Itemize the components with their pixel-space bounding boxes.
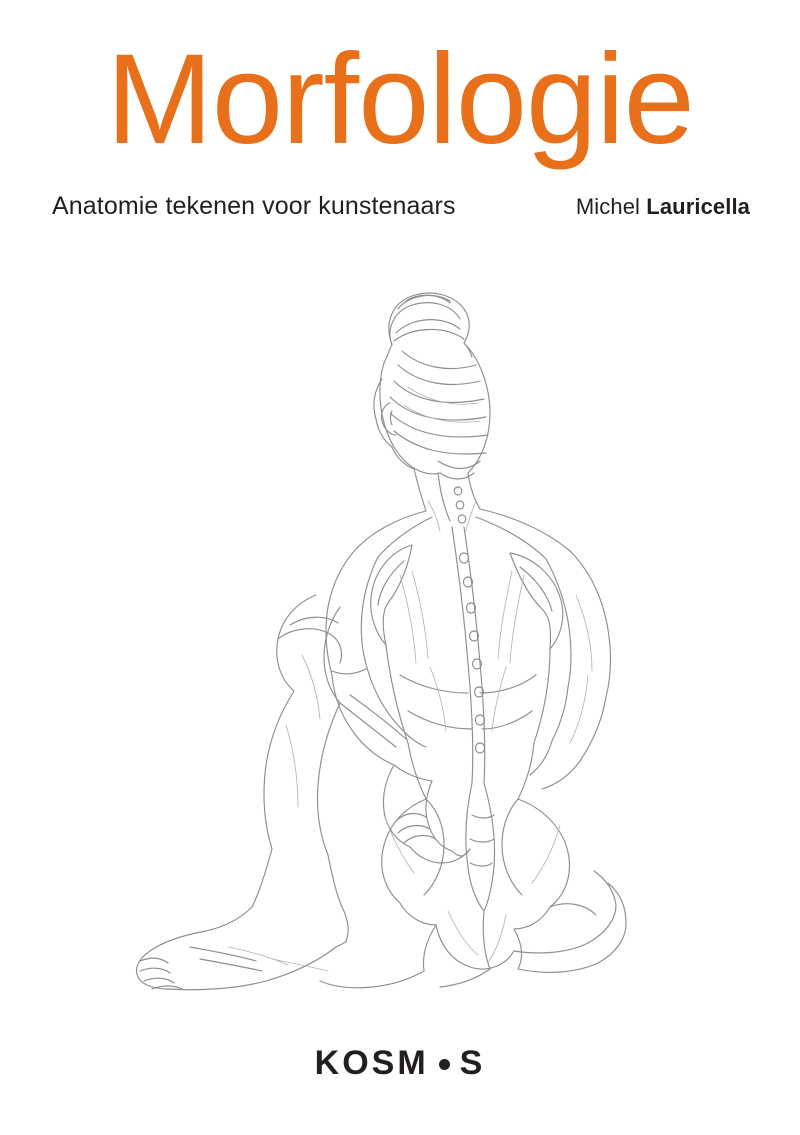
title-block — [0, 28, 800, 171]
anatomical-figure-drawing — [40, 255, 760, 995]
author-first-name: Michel — [575, 194, 641, 219]
author-name — [576, 194, 750, 220]
publisher-logo — [0, 1044, 800, 1083]
author-last-name: Lauricella — [646, 194, 750, 219]
page-title: Morfologie — [106, 28, 694, 171]
cover-illustration — [40, 255, 760, 995]
publisher-name-part1: KOSM — [314, 1044, 429, 1082]
publisher-dot-icon — [439, 1059, 450, 1070]
subtitle-row — [52, 192, 750, 221]
publisher-name — [315, 1044, 486, 1083]
publisher-name-part2: S — [459, 1044, 486, 1082]
subtitle: Anatomie tekenen voor kunstenaars — [52, 192, 456, 220]
